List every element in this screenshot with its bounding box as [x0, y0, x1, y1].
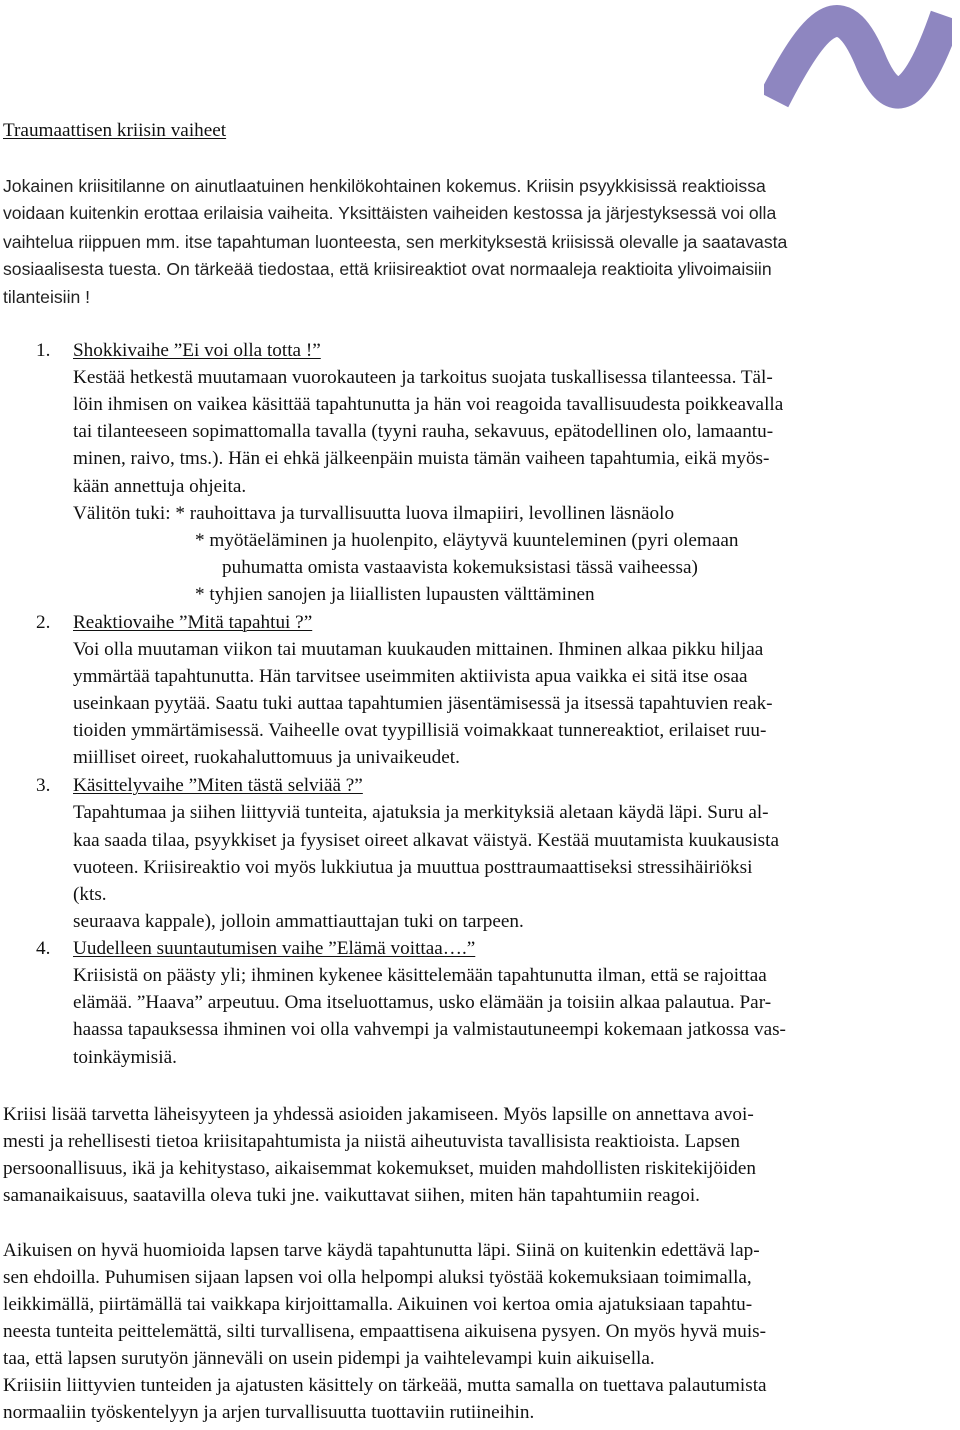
- phase-text-line: ymmärtää tapahtunutta. Hän tarvitsee useimmiten aktiivista apua vaikka ei sitä itse osaa: [73, 666, 748, 687]
- phase-text-line: elämää. ”Haava” arpeutuu. Oma itseluottamus, usko elämään ja toisiin alkaa palautua. Par-: [73, 992, 772, 1013]
- intro-line: sosiaalisesta tuesta. On tärkeää tiedostaa, että kriisireaktiot ovat normaaleja reaktioita ylivoimaisiin: [3, 259, 772, 279]
- phase-number: 1.: [36, 340, 51, 361]
- paragraph-line: normaaliin työskentelyyn ja arjen turvallisuutta tuottaviin rutiineihin.: [3, 1402, 535, 1423]
- paragraph-line: Kriisi lisää tarvetta läheisyyteen ja yhdessä asioiden jakamiseen. Myös lapsille on annettava avoi-: [3, 1104, 754, 1125]
- page-title: Traumaattisen kriisin vaiheet: [3, 120, 227, 141]
- intro-line: vaihtelua riippuen mm. itse tapahtuman luonteesta, sen merkityksestä kriisissä olevalle ja saatavasta: [3, 232, 788, 252]
- phase-heading: Uudelleen suuntautumisen vaihe ”Elämä voittaa….”: [73, 938, 476, 959]
- phase-text-line: Voi olla muutaman viikon tai muutaman kuukauden mittainen. Ihminen alkaa pikku hiljaa: [73, 639, 764, 660]
- phase-heading: Käsittelyvaihe ”Miten tästä selviää ?”: [73, 775, 363, 796]
- phase-text-line: löin ihmisen on vaikea käsittää tapahtunutta ja hän voi reagoida tavallisuudesta poikkeavalla: [73, 394, 784, 415]
- phase-text-line: tioiden ymmärtämisessä. Vaiheelle ovat tyypillisiä voimakkaat tunnereaktiot, erilaiset ruu-: [73, 720, 767, 741]
- phase-number: 2.: [36, 612, 51, 633]
- phase-text-line: miilliset oireet, ruokahaluttomuus ja univaikeudet.: [73, 747, 460, 768]
- phase-text-line: vuoteen. Kriisireaktio voi myös lukkiutua ja muuttua posttraumaattiseksi stressihäiriöksi: [73, 857, 753, 878]
- phase-heading: Reaktiovaihe ”Mitä tapahtui ?”: [73, 612, 313, 633]
- paragraph-line: neesta tunteita peittelemättä, silti turvallisena, empaattisena aikuisena pysyen. On myös hyvä muis-: [3, 1321, 767, 1342]
- phase-text-line: kaa saada tilaa, psyykkiset ja fyysiset oireet alkavat väistyä. Kestää muutamista kuukausista: [73, 830, 779, 851]
- purple-wave-logo: [764, 4, 952, 112]
- intro-line: voidaan kuitenkin erottaa erilaisia vaiheita. Yksittäisten vaiheiden kestossa ja järjestyksessä voi olla: [3, 203, 777, 223]
- phase-text-line: Kriisistä on päästy yli; ihminen kykenee käsittelemään tapahtunutta ilman, että se rajoittaa: [73, 965, 767, 986]
- paragraph-line: mesti ja rehellisesti tietoa kriisitapahtumista ja niistä aiheutuvista tavallisista reaktioista. Lapsen: [3, 1131, 740, 1152]
- phase-text-line: haassa tapauksessa ihminen voi olla vahvempi ja valmistautuneempi kokemaan jatkossa vas-: [73, 1019, 786, 1040]
- phase-text-line: Kestää hetkestä muutamaan vuorokauteen ja tarkoitus suojata tuskallisessa tilanteessa. Täl-: [73, 367, 773, 388]
- phase-text-line: (kts.: [73, 884, 107, 905]
- intro-line: Jokainen kriisitilanne on ainutlaatuinen henkilökohtainen kokemus. Kriisin psyykkisissä reaktioissa: [3, 176, 766, 196]
- paragraph-line: sen ehdoilla. Puhumisen sijaan lapsen voi olla helpompi aluksi työstää kokemuksiaan toimimalla,: [3, 1267, 752, 1288]
- phase-text-line: * tyhjien sanojen ja liiallisten lupausten välttäminen: [195, 584, 595, 605]
- phase-text-line: useinkaan pyytää. Saatu tuki auttaa tapahtumien jäsentämisessä ja itsessä tapahtuvien reak-: [73, 693, 773, 714]
- phase-text-line: tai tilanteeseen sopimattomalla tavalla (tyyni rauha, sekavuus, epätodellinen olo, lamaantu-: [73, 421, 774, 442]
- phase-text-line: puhumatta omista vastaavista kokemuksistasi tässä vaiheessa): [222, 557, 698, 578]
- phase-text-line: seuraava kappale), jolloin ammattiauttajan tuki on tarpeen.: [73, 911, 524, 932]
- phase-number: 3.: [36, 775, 51, 796]
- phase-text-line: toinkäymisiä.: [73, 1047, 177, 1068]
- phase-text-line: kään annettuja ohjeita.: [73, 476, 247, 497]
- phase-text-line: * myötäeläminen ja huolenpito, eläytyvä kuunteleminen (pyri olemaan: [195, 530, 739, 551]
- phase-number: 4.: [36, 938, 51, 959]
- paragraph-line: Aikuisen on hyvä huomioida lapsen tarve käydä tapahtunutta läpi. Siinä on kuitenkin edettävä lap-: [3, 1240, 760, 1261]
- paragraph-line: leikkimällä, piirtämällä tai vaikkapa kirjoittamalla. Aikuinen voi kertoa omia ajatuksiaan tapahtu-: [3, 1294, 753, 1315]
- paragraph-line: Kriisiin liittyvien tunteiden ja ajatusten käsittely on tärkeää, mutta samalla on tuettava palautumista: [3, 1375, 767, 1396]
- intro-line: tilanteisiin !: [3, 287, 91, 307]
- phase-text-line: Tapahtumaa ja siihen liittyviä tunteita, ajatuksia ja merkityksiä aletaan käydä läpi. Suru al-: [73, 802, 769, 823]
- phase-heading: Shokkivaihe ”Ei voi olla totta !”: [73, 340, 321, 361]
- phase-text-line: Välitön tuki: * rauhoittava ja turvallisuutta luova ilmapiiri, levollinen läsnäolo: [73, 503, 675, 524]
- paragraph-line: persoonallisuus, ikä ja kehitystaso, aikaisemmat kokemukset, muiden mahdollisten riskitekijöiden: [3, 1158, 756, 1179]
- paragraph-line: taa, että lapsen surutyön jänneväli on usein pidempi ja vaihtelevampi kuin aikuisella.: [3, 1348, 655, 1369]
- phase-text-line: minen, raivo, tms.). Hän ei ehkä jälkeenpäin muista tämän vaiheen tapahtumia, eikä myös-: [73, 448, 770, 469]
- paragraph-line: samanaikaisuus, saatavilla oleva tuki jne. vaikuttavat siihen, miten hän tapahtumiin reagoi.: [3, 1185, 700, 1206]
